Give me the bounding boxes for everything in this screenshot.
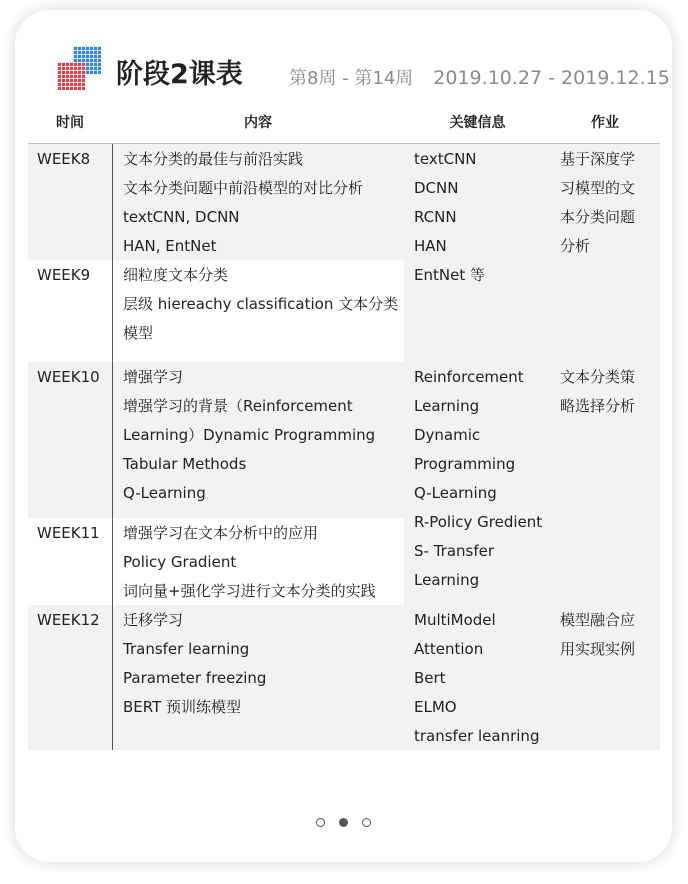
key-info-line: R-Policy Gredient [414, 513, 543, 531]
content-line: Q-Learning [123, 484, 206, 502]
key-info-line: Reinforcement [414, 368, 524, 386]
date-range: 2019.10.27 - 2019.12.15 [433, 67, 670, 89]
key-info-cell-3 [414, 606, 539, 751]
schedule-subtitle [289, 64, 670, 93]
homework-line: 用实现实例 [560, 640, 636, 658]
key-info-line: Learning [414, 397, 480, 415]
content-cell-week8 [123, 145, 363, 261]
content-line: 增强学习 [123, 368, 184, 386]
content-cell-week10 [123, 363, 375, 508]
page-title: 阶段2课表 [116, 59, 243, 90]
content-cell-week11 [123, 519, 376, 606]
homework-line: 文本分类策 [560, 368, 636, 386]
key-info-line: EntNet 等 [414, 266, 485, 284]
grid-logo-icon [57, 46, 101, 90]
content-line: 增强学习在文本分析中的应用 [123, 524, 319, 542]
key-info-line: DCNN [414, 179, 459, 197]
week-label: WEEK11 [37, 524, 100, 542]
column-header-time: 时间 [56, 115, 84, 131]
key-info-line: ELMO [414, 698, 457, 716]
key-info-line: S- Transfer [414, 542, 495, 560]
pagination-dots [314, 818, 374, 830]
column-header-content: 内容 [244, 115, 272, 131]
content-cell-week9 [123, 261, 398, 348]
page-dot-1[interactable] [316, 818, 325, 827]
content-line: 层级 hiereachy classification 文本分类 [123, 295, 399, 313]
content-line: Transfer learning [123, 640, 250, 658]
homework-line: 习模型的文 [560, 179, 636, 197]
key-info-line: Learning [414, 571, 480, 589]
content-line: Policy Gradient [123, 553, 237, 571]
content-line: textCNN, DCNN [123, 208, 240, 226]
key-info-line: Q-Learning [414, 484, 497, 502]
logo-red-block [57, 62, 85, 90]
key-info-line: Programming [414, 455, 516, 473]
key-info-line: RCNN [414, 208, 457, 226]
content-line: Learning）Dynamic Programming [123, 426, 376, 444]
time-column-divider [112, 144, 113, 750]
homework-line: 基于深度学 [560, 150, 636, 168]
page-dot-2-active[interactable] [339, 818, 348, 827]
column-header-key-info: 关键信息 [449, 115, 506, 131]
key-info-line: MultiModel [414, 611, 496, 629]
content-line: 文本分类的最佳与前沿实践 [123, 150, 304, 168]
week-label: WEEK12 [37, 611, 100, 629]
key-info-line: textCNN [414, 150, 477, 168]
content-line: Parameter freezing [123, 669, 267, 687]
content-line: 细粒度文本分类 [123, 266, 229, 284]
key-info-line: Dynamic [414, 426, 481, 444]
homework-line: 模型融合应 [560, 611, 636, 629]
week-label: WEEK9 [37, 266, 91, 284]
content-line: 文本分类问题中前沿模型的对比分析 [123, 179, 364, 197]
key-info-line: HAN [414, 237, 447, 255]
content-line: 增强学习的背景（Reinforcement [123, 397, 353, 415]
content-line: Tabular Methods [123, 455, 247, 473]
content-cell-week12 [123, 606, 266, 722]
content-line: 迁移学习 [123, 611, 184, 629]
column-header-homework: 作业 [591, 115, 619, 131]
homework-cell-1 [560, 145, 635, 261]
content-line: BERT 预训练模型 [123, 698, 242, 716]
key-info-line: Bert [414, 669, 446, 687]
week-range: 第8周 - 第14周 [289, 68, 414, 89]
page-dot-3[interactable] [362, 818, 371, 827]
key-info-cell-2 [414, 363, 542, 595]
content-line: HAN, EntNet [123, 237, 217, 255]
homework-cell-2 [560, 363, 635, 421]
key-info-cell-1 [414, 145, 485, 290]
key-info-line: Attention [414, 640, 484, 658]
homework-line: 略选择分析 [560, 397, 636, 415]
content-line: 模型 [123, 324, 154, 342]
week-label: WEEK8 [37, 150, 91, 168]
content-line: 词向量+强化学习进行文本分类的实践 [123, 582, 376, 600]
key-info-line: transfer leanring [414, 727, 540, 745]
homework-line: 本分类问题 [560, 208, 636, 226]
week-label: WEEK10 [37, 368, 100, 386]
homework-cell-3 [560, 606, 635, 664]
homework-line: 分析 [560, 237, 591, 255]
